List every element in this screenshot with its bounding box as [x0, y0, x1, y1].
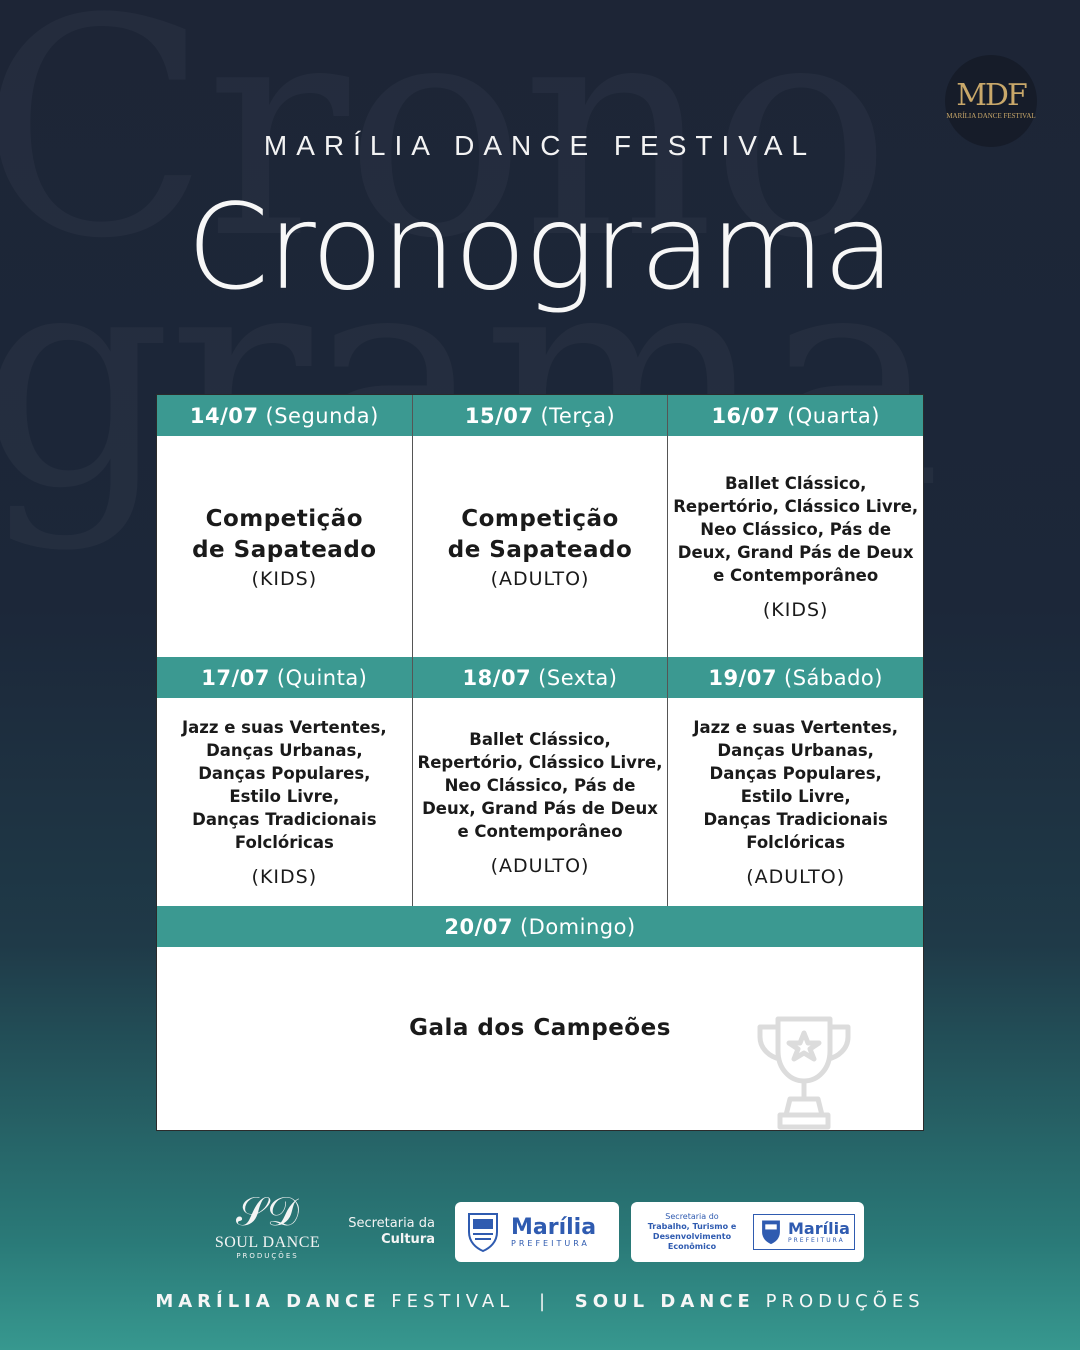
- marilia-crest-icon: [463, 1210, 503, 1254]
- schedule-row-1: [157, 395, 923, 657]
- final-day-body: [157, 947, 923, 1130]
- day-weekday: (Domingo): [519, 914, 636, 939]
- category-label: (KIDS): [251, 866, 318, 888]
- soul-dance-name: SOUL DANCE: [214, 1234, 321, 1251]
- sponsor-logos: [0, 1190, 1080, 1270]
- day-date: 18/07: [462, 665, 532, 690]
- secretaria-trabalho-line2: Trabalho, Turismo e: [647, 1222, 737, 1231]
- event-line: Folclóricas: [746, 833, 846, 852]
- marilia-sub: PREFEITURA: [511, 1238, 590, 1248]
- footer-festival-bold: MARÍLIA DANCE: [155, 1291, 381, 1312]
- event-line: Jazz e suas Vertentes,: [182, 718, 387, 737]
- gala-event: Gala dos Campeões: [409, 1015, 671, 1041]
- event-line: Estilo Livre,: [740, 787, 851, 806]
- day-cell: [413, 657, 669, 906]
- event-line: Competição: [205, 505, 364, 532]
- secretaria-trabalho-line3: Desenvolvimento: [652, 1232, 732, 1241]
- category-label: (KIDS): [251, 567, 318, 590]
- marilia-small-wordmark: [788, 1218, 850, 1244]
- event-line: Folclóricas: [234, 833, 334, 852]
- footer-credits: [0, 1291, 1080, 1312]
- event-line: Danças Urbanas,: [717, 741, 874, 760]
- day-body: [157, 436, 412, 657]
- trophy-icon: [752, 1011, 856, 1131]
- secretaria-trabalho-logo: [631, 1202, 864, 1262]
- day-body: [413, 436, 668, 657]
- day-weekday: (Sábado): [784, 665, 883, 690]
- day-header: [413, 657, 668, 698]
- secretaria-cultura-line2: Cultura: [381, 1232, 435, 1247]
- event-line: Danças Populares,: [709, 764, 882, 783]
- soul-dance-mark-icon: 𝒮𝒟: [236, 1189, 299, 1235]
- day-header: [413, 395, 668, 436]
- soul-dance-sub: PRODUÇÕES: [236, 1252, 299, 1260]
- day-date: 16/07: [711, 403, 781, 428]
- day-date: 17/07: [201, 665, 270, 690]
- schedule-table: [156, 394, 924, 1131]
- secretaria-trabalho-text: [637, 1212, 747, 1252]
- event-line: Repertório, Clássico Livre,: [673, 497, 919, 516]
- category-label: (ADULTO): [490, 854, 590, 877]
- day-weekday: (Quarta): [787, 403, 880, 428]
- day-weekday: (Quinta): [276, 665, 368, 690]
- day-cell: [413, 395, 669, 657]
- day-body: [668, 436, 923, 657]
- footer-soul-bold: SOUL DANCE: [574, 1291, 755, 1312]
- day-header: [157, 395, 412, 436]
- event-line: Deux, Grand Pás de Deux: [677, 543, 914, 562]
- day-cell: [668, 395, 923, 657]
- final-day-header: [157, 906, 923, 947]
- day-date: 14/07: [189, 403, 259, 428]
- category-label: (KIDS): [762, 599, 829, 621]
- day-weekday: (Sexta): [538, 665, 618, 690]
- event-line: Neo Clássico, Pás de: [700, 520, 892, 539]
- footer-soul-light: PRODUÇÕES: [765, 1291, 925, 1312]
- day-header: [668, 657, 923, 698]
- day-body: [668, 698, 923, 906]
- event-line: Deux, Grand Pás de Deux: [422, 798, 658, 818]
- event-line: Neo Clássico, Pás de: [444, 775, 636, 795]
- footer-festival-light: FESTIVAL: [391, 1291, 515, 1312]
- event-line: Ballet Clássico,: [469, 729, 611, 749]
- secretaria-cultura: [333, 1216, 435, 1248]
- marilia-crest-small-icon: [758, 1218, 784, 1246]
- secretaria-cultura-line1: Secretaria da: [348, 1216, 435, 1231]
- secretaria-trabalho-line4: Econômico: [667, 1242, 717, 1251]
- event-line: Repertório, Clássico Livre,: [417, 752, 663, 772]
- day-cell: [157, 395, 413, 657]
- event-line: de Sapateado: [447, 536, 633, 563]
- event-line: Estilo Livre,: [229, 787, 340, 806]
- soul-dance-logo: [205, 1190, 330, 1260]
- festival-logo-text: MARÍLIA DANCE FESTIVAL: [946, 112, 1036, 121]
- day-weekday: (Segunda): [265, 403, 379, 428]
- event-line: de Sapateado: [192, 536, 377, 563]
- event-line: Danças Urbanas,: [206, 741, 363, 760]
- event-line: e Contemporâneo: [457, 821, 623, 841]
- day-weekday: (Terça): [540, 403, 616, 428]
- day-body: [413, 698, 668, 906]
- event-line: Danças Tradicionais: [703, 810, 888, 829]
- day-body: [157, 698, 412, 906]
- day-header: [157, 657, 412, 698]
- page-title: Cronograma: [186, 178, 894, 316]
- footer-divider: |: [538, 1291, 551, 1312]
- secretaria-trabalho-line1: Secretaria do: [665, 1212, 719, 1221]
- event-line: Competição: [461, 505, 619, 532]
- event-line: Danças Populares,: [198, 764, 371, 783]
- festival-logo-monogram: MDF: [956, 78, 1026, 114]
- category-label: (ADULTO): [490, 567, 590, 590]
- marilia-small-sub: PREFEITURA: [788, 1236, 845, 1244]
- event-line: Jazz e suas Vertentes,: [693, 718, 898, 737]
- day-date: 19/07: [708, 665, 777, 690]
- event-line: e Contemporâneo: [713, 566, 879, 585]
- day-cell: [157, 657, 413, 906]
- schedule-row-2: [157, 657, 923, 906]
- day-date: 15/07: [464, 403, 534, 428]
- festival-name: MARÍLIA DANCE FESTIVAL: [263, 130, 817, 161]
- marilia-small-name: Marília: [788, 1218, 850, 1238]
- marilia-name: Marília: [511, 1214, 597, 1240]
- marilia-wordmark: [511, 1214, 597, 1248]
- event-line: Danças Tradicionais: [192, 810, 377, 829]
- day-header: [668, 395, 923, 436]
- marilia-small-logo: [753, 1214, 855, 1250]
- category-label: (ADULTO): [746, 866, 846, 888]
- marilia-prefeitura-logo: [455, 1202, 619, 1262]
- day-cell: [668, 657, 923, 906]
- day-date: 20/07: [444, 914, 513, 939]
- event-line: Ballet Clássico,: [724, 474, 867, 493]
